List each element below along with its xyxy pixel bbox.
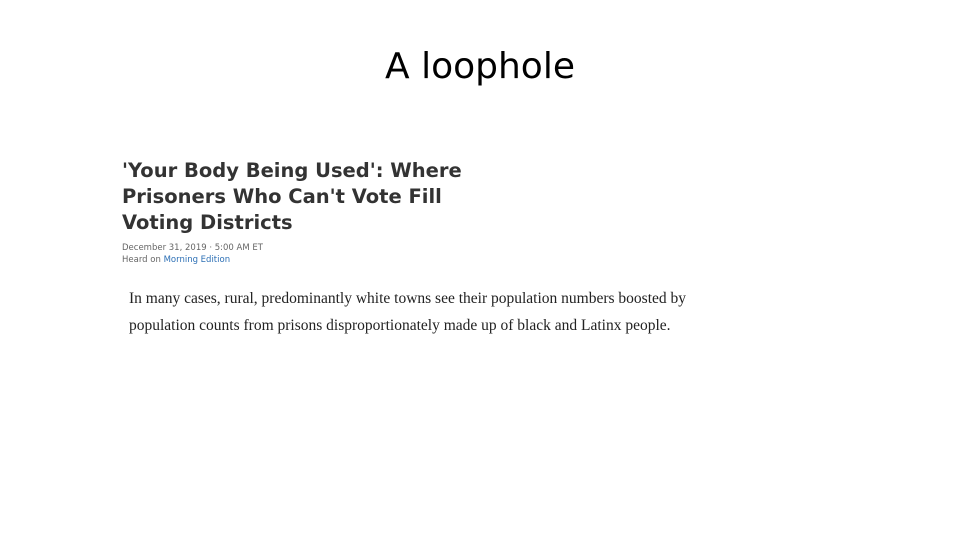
slide-title: A loophole (385, 46, 575, 87)
article-dateline: December 31, 2019 · 5:00 AM ET (122, 243, 263, 253)
article-meta (122, 242, 742, 266)
program-link[interactable]: Morning Edition (163, 255, 231, 265)
article-headline: 'Your Body Being Used': Where Prisoners Who Can't Vote Fill Voting Districts (122, 159, 462, 234)
heard-on-line (122, 254, 742, 266)
article-screenshot (122, 158, 742, 339)
article-excerpt: In many cases, rural, predominantly white towns see their population numbers boosted by population counts from prisons disproportionately made up of black and Latinx people. (129, 290, 687, 334)
heard-on-prefix: Heard on (122, 255, 164, 265)
